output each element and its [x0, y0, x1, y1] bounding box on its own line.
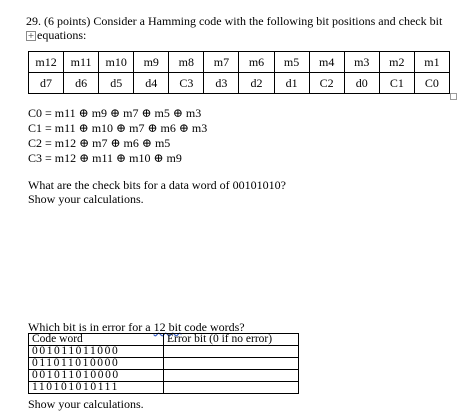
code-word-cell: 001011011000: [29, 346, 164, 358]
bit-label-cell: d5: [99, 73, 134, 94]
error-bit-cell[interactable]: [164, 370, 299, 382]
bit-label-cell: C1: [379, 73, 414, 94]
table-row: [29, 346, 299, 358]
bit-label-row: [29, 73, 450, 94]
check-equation-c0: C0 = m11 ⊕ m9 ⊕ m7 ⊕ m5 ⊕ m3: [28, 106, 202, 120]
table-move-handle-icon[interactable]: +: [27, 30, 35, 40]
part-b-instruction: Show your calculations.: [28, 397, 144, 411]
bit-label-cell: d3: [204, 73, 239, 94]
code-word-cell: 011011010000: [29, 358, 164, 370]
header-code-word: Code word: [29, 334, 164, 346]
error-bit-table: [28, 333, 299, 394]
bit-position-cell: m11: [64, 52, 99, 73]
bit-position-table: [28, 51, 450, 94]
error-bit-cell[interactable]: [164, 382, 299, 394]
check-equation-c3: C3 = m12 ⊕ m11 ⊕ m10 ⊕ m9: [28, 151, 182, 165]
bit-label-cell: C2: [309, 73, 344, 94]
bit-position-cell: m9: [134, 52, 169, 73]
bit-label-cell: d6: [64, 73, 99, 94]
bit-label-cell: d7: [29, 73, 64, 94]
code-word-cell: 001011010000: [29, 370, 164, 382]
error-bit-cell[interactable]: [164, 346, 299, 358]
bit-label-cell: d2: [239, 73, 274, 94]
bit-position-cell: m6: [239, 52, 274, 73]
error-table-header-row: [29, 334, 299, 346]
part-a-prompt: What are the check bits for a data word of 00101010?: [28, 178, 286, 192]
table-resize-handle[interactable]: [450, 93, 457, 100]
bit-position-cell: m2: [379, 52, 414, 73]
question-title-cont-text: equations:: [37, 28, 87, 42]
bit-position-cell: m5: [274, 52, 309, 73]
bit-position-cell: m10: [99, 52, 134, 73]
part-b-prompt-end: code words?: [181, 320, 245, 334]
bit-label-cell: d4: [134, 73, 169, 94]
bit-position-cell: m12: [29, 52, 64, 73]
bit-label-cell: d0: [344, 73, 379, 94]
table-row: [29, 370, 299, 382]
question-title: 29. (6 points) Consider a Hamming code with the following bit positions and check bit: [26, 14, 443, 28]
bit-position-cell: m4: [309, 52, 344, 73]
check-equation-c1: C1 = m11 ⊕ m10 ⊕ m7 ⊕ m6 ⊕ m3: [28, 121, 208, 135]
bit-position-row: [29, 52, 450, 73]
header-error-bit: Error bit (0 if no error): [164, 334, 299, 346]
part-b-prompt-emph: 12 bit: [153, 320, 182, 334]
bit-position-cell: m3: [344, 52, 379, 73]
bit-position-cell: m1: [414, 52, 449, 73]
bit-label-cell: C0: [414, 73, 449, 94]
code-word-cell: 110101010111: [29, 382, 164, 394]
bit-position-cell: m8: [169, 52, 204, 73]
bit-label-cell: d1: [274, 73, 309, 94]
check-equation-c2: C2 = m12 ⊕ m7 ⊕ m6 ⊕ m5: [28, 136, 171, 150]
question-title-continued: [26, 28, 86, 43]
table-row: [29, 358, 299, 370]
table-row: [29, 382, 299, 394]
bit-position-cell: m7: [204, 52, 239, 73]
part-a-instruction: Show your calculations.: [28, 192, 144, 206]
part-b-prompt-start: Which bit is in error for a: [28, 320, 154, 334]
error-bit-cell[interactable]: [164, 358, 299, 370]
bit-label-cell: C3: [169, 73, 204, 94]
